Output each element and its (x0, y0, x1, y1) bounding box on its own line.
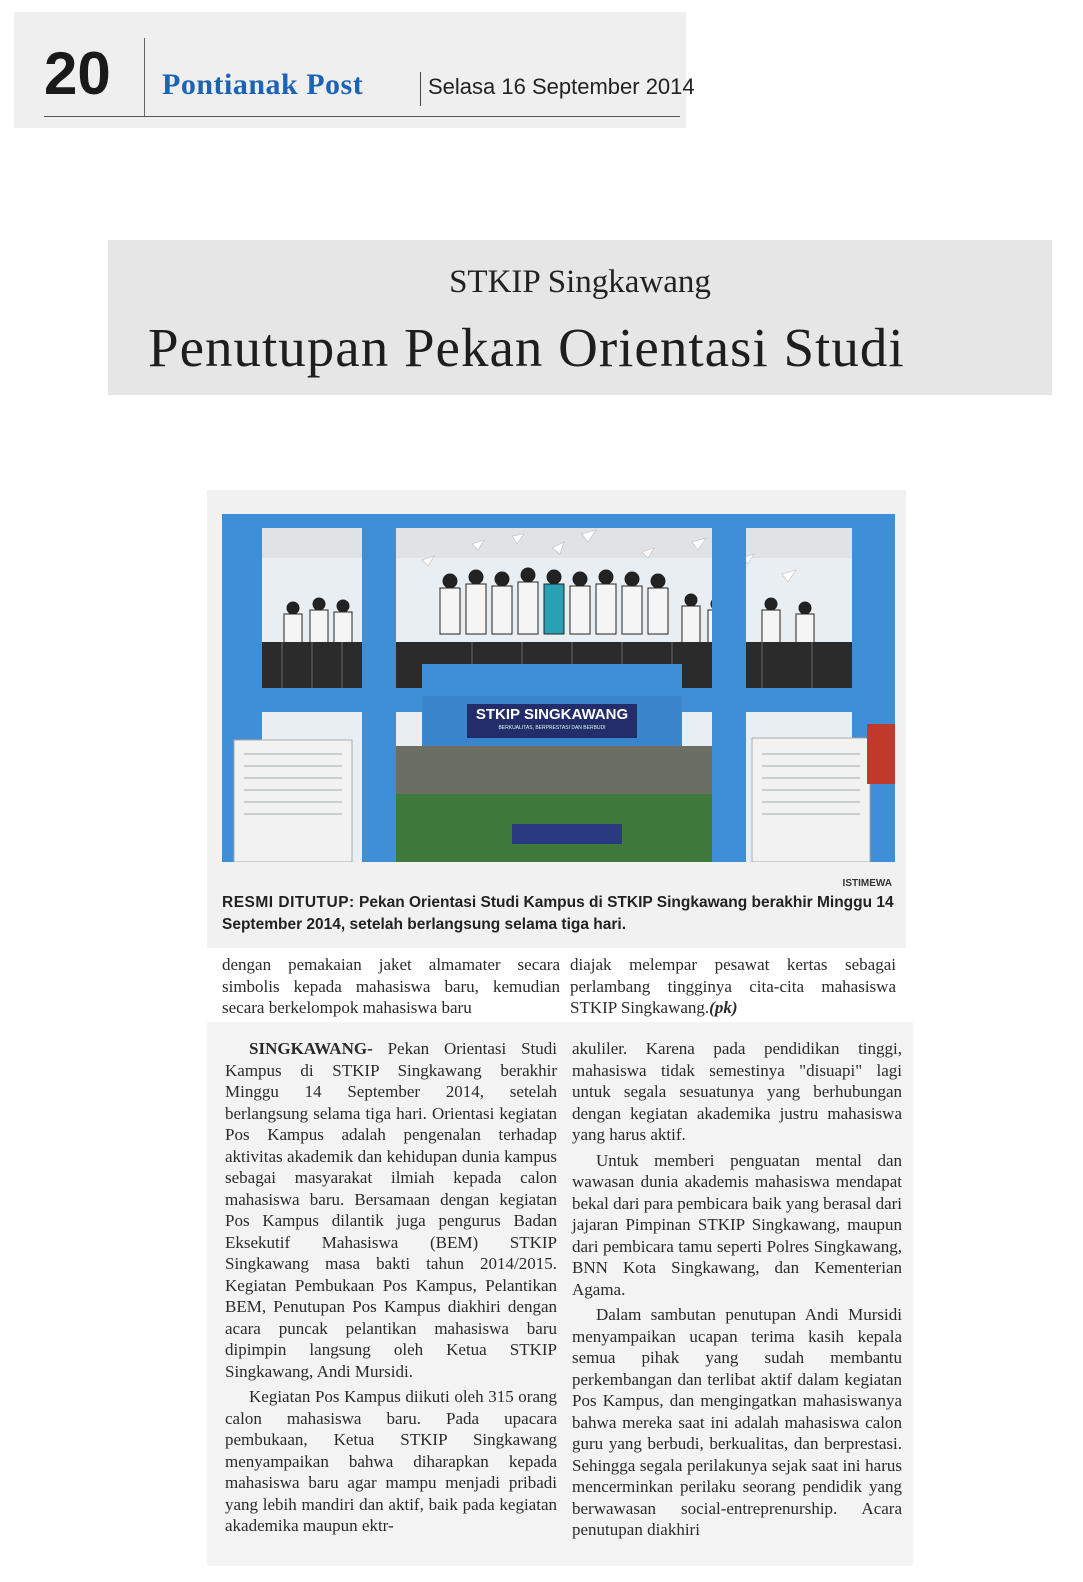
news-photo (222, 514, 895, 862)
article-right-column (572, 1038, 902, 1541)
article-left-column (225, 1038, 557, 1537)
author-initials: (pk) (709, 998, 738, 1017)
article-top-left-text: dengan pemakaian jaket almamater secara simbolis kepada mahasiswa baru, kemudian secara berkelompok mahasiswa baru (222, 955, 560, 1017)
issue-date: Selasa 16 September 2014 (428, 74, 695, 99)
article-top-right-paragraph (570, 954, 896, 1019)
masthead-divider-small (420, 72, 421, 106)
dateline: SINGKAWANG- (249, 1039, 373, 1058)
article-paragraph: Kegiatan Pos Kampus diikuti oleh 315 orang calon mahasiswa baru. Pada upacara pembukaan, Ketua STKIP Singkawang menyampaikan bahwa diharapkan kepada mahasiswa baru agar mampu menjadi pribadi yang lebih mandiri dan aktif, baik pada kegiatan akademika maupun ektr- (225, 1387, 557, 1535)
page-number: 20 (44, 40, 111, 107)
article-paragraph: akuliler. Karena pada pendidikan tinggi, mahasiswa tidak semestinya "disuapi" lagi untuk segala sesuatunya yang berhubungan dengan kegiatan akademika justru mahasiswa yang harus aktif. (572, 1039, 902, 1144)
masthead-rule (44, 116, 680, 117)
article-paragraph: Untuk memberi penguatan mental dan wawasan dunia akademis mahasiswa mendapat bekal dari para pembicara baik yang berasal dari jajaran Pimpinan STKIP Singkawang, maupun dari pembicara tamu seperti Polres Singkawang, BNN Kota Singkawang, dan Kementerian Agama. (572, 1150, 902, 1299)
photo-caption (222, 892, 902, 936)
headline-kicker: STKIP Singkawang (449, 264, 711, 300)
headline-block (108, 240, 1052, 395)
headline-title: Penutupan Pekan Orientasi Studi (148, 317, 905, 378)
caption-lead: RESMI DITUTUP: (222, 894, 355, 911)
caption-text: Pekan Orientasi Studi Kampus di STKIP Singkawang berakhir Minggu 14 September 2014, setelah berlangsung selama tiga hari. (222, 894, 894, 933)
article-top-left-column (222, 954, 560, 1019)
photo-card (207, 490, 906, 948)
article-top-right-text: diajak melempar pesawat kertas sebagai perlambang tingginya cita-cita mahasiswa STKIP Singkawang. (570, 955, 896, 1017)
article-paragraph: Dalam sambutan penutupan Andi Mursidi menyampaikan ucapan terima kasih kepala semua pihak yang sudah membantu perkembangan dan terlibat aktif dalam kegiatan Pos Kampus, dan mengingatkan mahasiswanya bahwa mereka saat ini adalah mahasiswa calon guru yang berbudi, berkualitas, dan berprestasi. Sehingga segala perilakunya sejak saat ini harus mencerminkan perilaku seorang pendidik yang berwawasan social-entreprenurship. Acara penutupan diakhiri (572, 1305, 902, 1539)
photo-credit: ISTIMEWA (842, 878, 892, 889)
article-paragraph-text: Pekan Orientasi Studi Kampus di STKIP Singkawang berakhir Minggu 14 September 2014, setelah berlangsung selama tiga hari. Orientasi kegiatan Pos Kampus adalah pengenalan terhadap aktivitas akademik dan kehidupan dunia kampus sebagai masyarakat ilmiah kepada calon mahasiswa baru. Bersamaan dengan kegiatan Pos Kampus dilantik juga pengurus Badan Eksekutif Mahasiswa (BEM) STKIP Singkawang masa bakti tahun 2014/2015. Kegiatan Pembukaan Pos Kampus, Pelantikan BEM, Penutupan Pos Kampus diakhiri dengan acara puncak pelantikan mahasiswa baru dipimpin langsung oleh Ketua STKIP Singkawang, Andi Mursidi. (225, 1039, 557, 1381)
building-photo-illustration (222, 514, 895, 862)
article-paragraph (225, 1038, 557, 1382)
newspaper-name: Pontianak Post (162, 68, 364, 101)
masthead (14, 12, 695, 128)
sign-text: STKIP SINGKAWANG (475, 706, 629, 723)
article-top-right-column (570, 954, 896, 1019)
masthead-divider (144, 38, 145, 116)
sign-subtext: BERKUALITAS, BERPRESTASI DAN BERBUDI (498, 725, 606, 731)
